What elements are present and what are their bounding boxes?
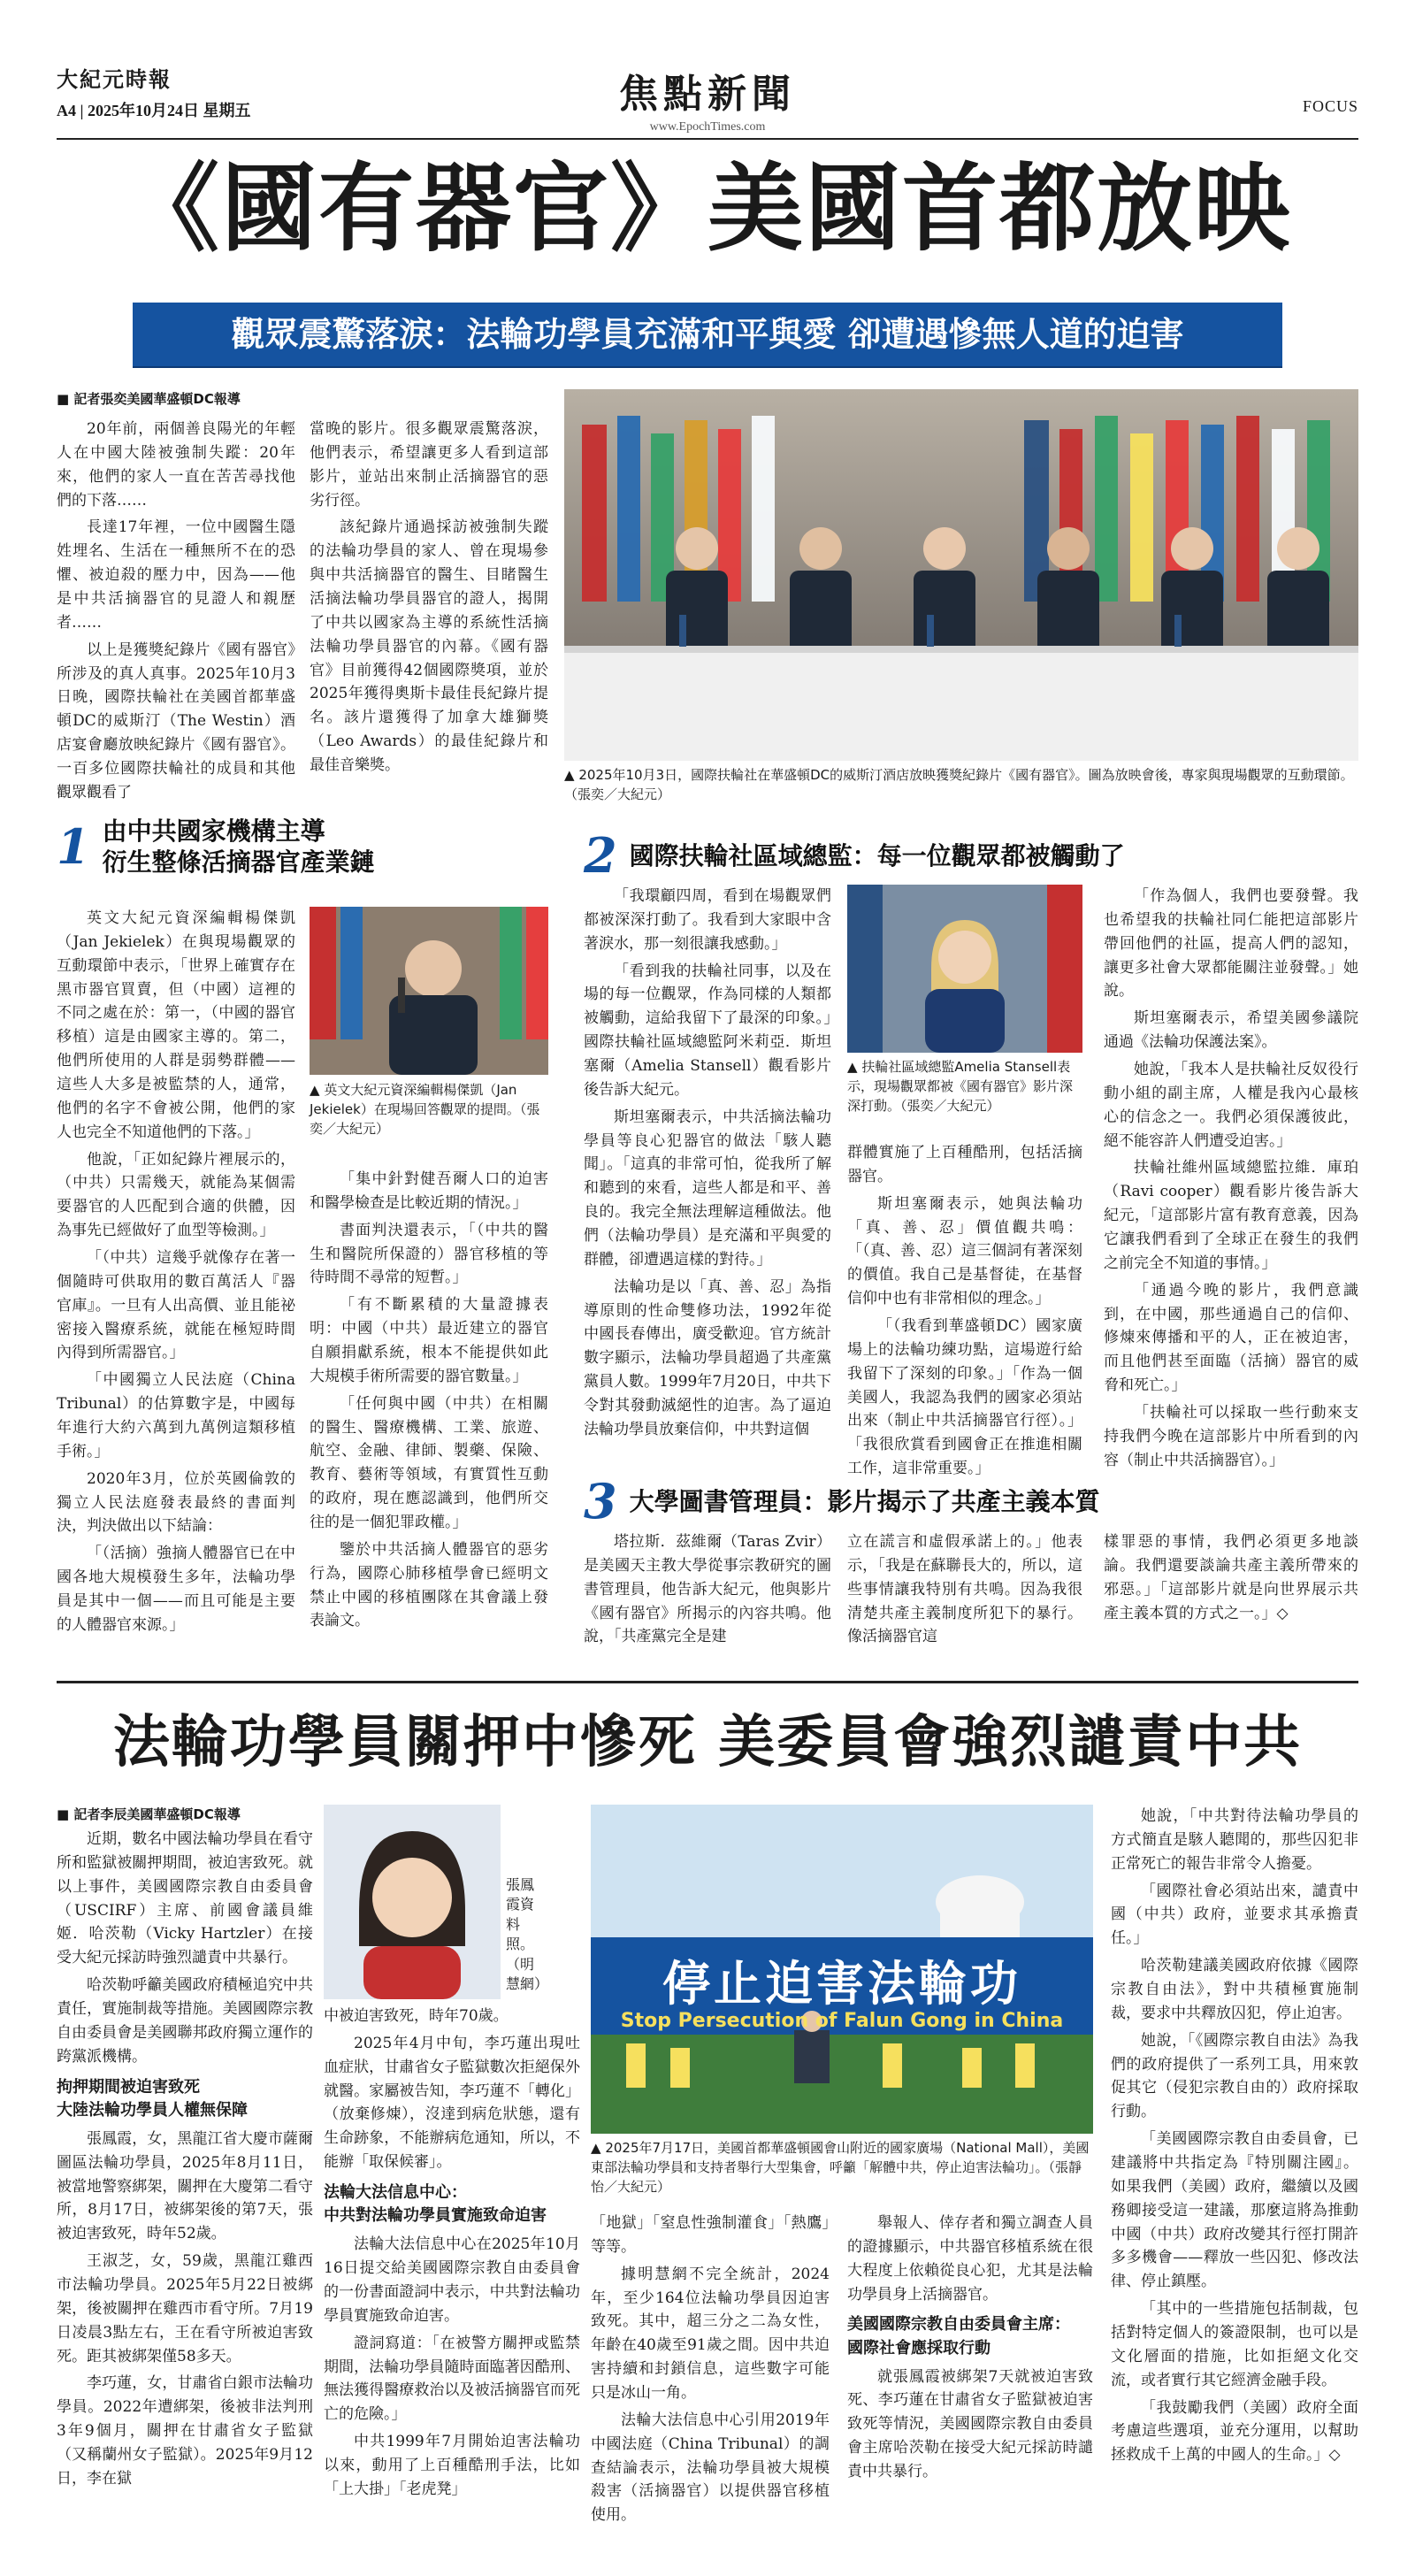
portrait-caption: 張鳳霞資料照。（明慧網） xyxy=(506,1876,549,1992)
paragraph: 以上是獲獎紀錄片《國有器官》所涉及的真人真事。2025年10月3日晚，國際扶輪社在美國首都華盛頓DC的威斯汀（The Westin）酒店宴會廳放映紀錄片《國有器官》。一百多位國際扶輪社的成員和其他觀眾觀看了 xyxy=(57,640,295,801)
paragraph: 「扶輪社可以採取一些行動來支持我們今晚在這部影片中所看到的內容（制止中共活摘器官）。」 xyxy=(1104,1404,1358,1469)
paragraph: 張鳳霞，女，黑龍江省大慶市薩爾圖區法輪功學員，2025年8月11日，被當地警察綁架，關押在大慶第二看守所，8月17日，被綁架後的第7天，張被迫害致死，時年52歲。 xyxy=(57,2129,313,2243)
paragraph: 該紀錄片通過採訪被強制失蹤的法輪功學員的家人、曾在現場參與中共活摘器官的醫生、目睹醫生活摘法輪功學員器官的證人，揭開了中共以國家為主導的系統性活摘法輪功學員器官的內幕。《國有器官》目前獲得42個國際獎項，並於2025年獲得奧斯卡最佳長紀錄片提名。該片還獲得了加拿大雄獅獎（Leo Awards）的最佳紀錄片和最佳音樂獎。 xyxy=(310,518,548,775)
paragraph: 群體實施了上百種酷刑，包括活摘器官。 xyxy=(847,1144,1082,1185)
subheading-line: 拘押期間被迫害致死 xyxy=(57,2077,200,2097)
section-3-heading xyxy=(584,1473,1100,1530)
section-title: 國際扶輪社區域總監：每一位觀眾都被觸動了 xyxy=(629,840,1125,870)
rally-photo xyxy=(591,1805,1093,2134)
paragraph: 「國際社會必須站出來，譴責中國（中共）政府，並要求其承擔責任。」 xyxy=(1111,1882,1358,1948)
subheading xyxy=(847,2313,1093,2359)
paragraph: 「我鼓勵我們（美國）政府全面考慮這些選項，並充分運用，以幫助拯救成千上萬的中國人的生命。」◇ xyxy=(1111,2398,1358,2465)
section-2-column-2 xyxy=(847,1141,1082,1484)
paragraph: 中共1999年7月開始迫害法輪功以來，動用了上百種酷刑手法，比如「上大掛」「老虎凳」 xyxy=(324,2433,580,2498)
paragraph: 樣罪惡的事情，我們必須更多地談論。我們還要談論共產主義所帶來的邪惡。」「這部影片就是向世界展示共產主義本質的方式之一。」◇ xyxy=(1104,1533,1358,1622)
paragraph: 她說，「中共對待法輪功學員的方式簡直是駭人聽聞的，那些囚犯非正常死亡的報告非常令人擔憂。 xyxy=(1111,1807,1358,1873)
issue-date: A4 | 2025年10月24日 星期五 xyxy=(57,102,251,119)
paragraph: 斯坦塞爾表示，她與法輪功「真、善、忍」價值觀共鳴：「（真、善、忍）這三個詞有著深刻的價值。我自己是基督徒，在基督信仰中也有非常相似的理念。」 xyxy=(847,1194,1082,1308)
section-1-column-1 xyxy=(57,907,295,1641)
paragraph: 「看到我的扶輪社同事，以及在場的每一位觀眾，作為同樣的人類都被觸動，這給我留下了最深的印象。」國際扶輪社區域總監阿米莉亞．斯坦塞爾（Amelia Stansell）觀看影片後告訴大紀元。 xyxy=(584,962,831,1099)
paragraph: 她說，「《國際宗教自由法》為我們的政府提供了一系列工具，用來敦促其它（侵犯宗教自由的）政府採取行動。 xyxy=(1111,2031,1358,2121)
subheading-line: 中共對法輪功學員實施致命迫害 xyxy=(324,2206,547,2226)
section-title xyxy=(103,816,375,878)
subheading xyxy=(57,2076,313,2122)
paragraph: 「有不斷累積的大量證據表明：中國（中共）最近建立的器官自願捐獻系統，根本不能提供如此大規模手術所需要的器官數量。」 xyxy=(310,1296,548,1385)
portrait-illustration xyxy=(324,1805,501,1999)
stansell-photo xyxy=(847,885,1082,1053)
paragraph: 英文大紀元資深編輯楊傑凱（Jan Jekielek）在與現場觀眾的互動環節中表示，「世界上確實存在黑市器官買賣，但（中國）這裡的不同之處在於：第一，（中國的器官移植）這是由國家主導的。第二，他們所使用的人群是弱勢群體——這些人大多是被監禁的人，通常，他們的名字不會被公開，他們的家人也完全不知道他們的下落。」 xyxy=(57,909,295,1141)
paragraph: 法輪大法信息中心在2025年10月16日提交給美國國際宗教自由委員會的一份書面證詞中表示，中共對法輪功學員實施致命迫害。 xyxy=(324,2235,580,2325)
section-title: 焦點新聞 xyxy=(619,72,796,117)
paragraph: 當晚的影片。很多觀眾震驚落淚，他們表示，希望讓更多人看到這部影片，並站出來制止活摘器官的惡劣行徑。 xyxy=(310,420,548,510)
paragraph: 「地獄」「窒息性強制灌食」「熱鷹」等等。 xyxy=(591,2214,830,2256)
second-headline: 法輪功學員關押中慘死 美委員會強烈譴責中共 xyxy=(112,1710,1303,1775)
paragraph: 哈茨勒呼籲美國政府積極追究中共責任，實施制裁等措施。美國國際宗教自由委員會是美國聯邦政府獨立運作的跨黨派機構。 xyxy=(57,1976,313,2066)
panel-photo-caption: ▲ 2025年10月3日，國際扶輪社在華盛頓DC的威斯汀酒店放映獲獎紀錄片《國有器官》。圖為放映會後，專家與現場觀眾的互動環節。（張奕／大紀元） xyxy=(564,766,1358,805)
paragraph: 立在謊言和虛假承諾上的。」他表示，「我是在蘇聯長大的，所以，這些事情讓我特別有共鳴。因為我很清楚共產主義制度所犯下的暴行。像活摘器官這 xyxy=(847,1533,1082,1646)
intro-column-2 xyxy=(310,418,548,781)
section-1-heading xyxy=(57,816,375,878)
paragraph: 20年前，兩個善良陽光的年輕人在中國大陸被強制失蹤：20年來，他們的家人一直在苦苦尋找他們的下落…… xyxy=(57,420,295,510)
story2-column-1 xyxy=(57,1828,313,2495)
story2-column-4 xyxy=(847,2212,1093,2488)
section-3-column-2 xyxy=(847,1530,1082,1652)
jekielek-photo xyxy=(310,907,548,1075)
paragraph: 據明慧網不完全統計，2024年，至少164位法輪功學員因迫害致死。其中，超三分之二為女性，年齡在40歲至91歲之間。因中共迫害持續和封鎖信息，這些數字可能只是冰山一角。 xyxy=(591,2265,830,2403)
paragraph: 近期，數名中國法輪功學員在看守所和監獄被關押期間，被迫害致死。就以上事件，美國國際宗教自由委員會（USCIRF）主席、前國會議員維姬．哈茨勒（Vicky Hartzler）在接受大紀元採訪時強烈譴責中共暴行。 xyxy=(57,1830,313,1967)
section-title-line: 衍生整條活摘器官產業鏈 xyxy=(102,847,375,877)
paragraph: 法輪大法信息中心引用2019年中國法庭（China Tribunal）的調查結論表示，法輪功學員被大規模殺害（活摘器官）以提供器官移植使用。 xyxy=(591,2411,830,2525)
rally-photo-caption: ▲ 2025年7月17日，美國首都華盛頓國會山附近的國家廣場（National Mall），美國東部法輪功學員和支持者舉行大型集會，呼籲「解體中共，停止迫害法輪功」。（張靜怡／大紀元） xyxy=(591,2139,1093,2196)
paragraph: 「作為個人，我們也要發聲。我也希望我的扶輪社同仁能把這部影片帶回他們的社區，提高人們的認知，讓更多社會大眾都能關注並發聲。」她說。 xyxy=(1104,887,1358,1000)
section-number: 3 xyxy=(584,1473,617,1530)
story-divider xyxy=(57,1681,1358,1683)
banner-text-english: Stop Persecution of Falun Gong in China xyxy=(620,2010,1064,2032)
section-label: FOCUS xyxy=(1302,97,1358,115)
paragraph: 他說，「正如紀錄片裡展示的，（中共）只需幾天，就能為某個需要器官的人匹配到合適的供體，因為事先已經做好了血型等檢測。」 xyxy=(57,1150,295,1240)
section-1-column-2 xyxy=(310,1168,548,1637)
main-headline: 《國有器官》美國首都放映 xyxy=(123,154,1291,264)
paragraph: 哈茨勒建議美國政府依據《國際宗教自由法》，對中共積極實施制裁，要求中共釋放囚犯，停止迫害。 xyxy=(1111,1957,1358,2022)
section-title: 大學圖書管理員：影片揭示了共產主義本質 xyxy=(629,1486,1100,1516)
portrait-photo xyxy=(324,1805,501,1999)
subheading xyxy=(324,2181,580,2227)
stansell-photo-caption: ▲ 扶輪社區域總監Amelia Stansell表示，現場觀眾都被《國有器官》影片深深打動。（張奕／大紀元） xyxy=(847,1058,1082,1116)
byline: ■ 記者李辰美國華盛頓DC報導 xyxy=(57,1805,241,1823)
paragraph: 李巧蓮，女，甘肅省白銀市法輪功學員。2022年遭綁架，後被非法判刑3年9個月，關押在甘肅省女子監獄（又稱蘭州女子監獄）。2025年9月12日，李在獄 xyxy=(57,2374,313,2488)
section-number: 1 xyxy=(57,818,90,875)
byline: ■ 記者張奕美國華盛頓DC報導 xyxy=(57,389,241,408)
section-2-column-3 xyxy=(1104,885,1358,1476)
subheading-line: 大陸法輪功學員人權無保障 xyxy=(57,2100,248,2120)
subheading-line: 美國國際宗教自由委員會主席： xyxy=(847,2315,1070,2334)
paragraph: 斯坦塞爾表示，中共活摘法輪功學員等良心犯器官的做法「駭人聽聞」。「這真的非常可怕，從我所了解和聽到的來看，這些人都是和平、善良的。我完全無法理解這種做法。他們（法輪功學員）是充滿和平與愛的群體，卻遭遇這樣的對待。」 xyxy=(584,1108,831,1269)
section-2-heading xyxy=(584,827,1125,884)
story2-column-3 xyxy=(591,2212,830,2531)
paragraph: 扶輪社維州區域總監拉維．庫珀（Ravi cooper）觀看影片後告訴大紀元，「這部影片富有教育意義，因為它讓我們看到了全球正在發生的我們之前完全不知道的事情。」 xyxy=(1104,1159,1358,1272)
paragraph: 「我環顧四周，看到在場觀眾們都被深深打動了。我看到大家眼中含著淚水，那一刻很讓我感動。」 xyxy=(584,887,831,953)
story2-column-2 xyxy=(324,2005,580,2505)
paragraph: 「中國獨立人民法庭（China Tribunal）的估算數字是，中國每年進行大約六萬到九萬例這類移植手術。」 xyxy=(57,1371,295,1460)
panel-photo-illustration xyxy=(564,389,1358,761)
site-url[interactable]: www.EpochTimes.com xyxy=(649,120,766,134)
paragraph: 「集中針對健吾爾人口的迫害和醫學檢查是比較近期的情況。」 xyxy=(310,1170,548,1212)
paragraph: 她說，「我本人是扶輪社反奴役行動小組的副主席，人權是我內心最核心的信念之一。我們必須保護彼此，絕不能容許人們遭受迫害。」 xyxy=(1104,1061,1358,1150)
section-title-line: 由中共國家機構主導 xyxy=(102,816,325,846)
jekielek-photo-caption: ▲ 英文大紀元資深編輯楊傑凱（Jan Jekielek）在現場回答觀眾的提問。（張奕／大紀元） xyxy=(310,1081,548,1138)
banner-text-chinese: 停止迫害法輪功 xyxy=(662,1956,1021,2012)
subheading-line: 國際社會應採取行動 xyxy=(847,2338,990,2358)
paragraph: 就張鳳霞被綁架7天就被迫害致死、李巧蓮在甘肅省女子監獄被迫害致死等情況，美國國際宗教自由委員會主席哈茨勒在接受大紀元採訪時譴責中共暴行。 xyxy=(847,2367,1093,2481)
paragraph: 塔拉斯．茲維爾（Taras Zvir）是美國天主教大學從事宗教研究的圖書管理員，他告訴大紀元，他與影片《國有器官》所揭示的內容共鳴。他說，「共產黨完全是建 xyxy=(584,1533,831,1646)
paragraph: 2025年4月中旬，李巧蓮出現吐血症狀，甘肅省女子監獄數次拒絕保外就醫。家屬被告知，李巧蓮不「轉化」（放棄修煉），沒達到病危狀態，還有生命跡象，不能辦病危通知，所以，不能辦「取保候審」。 xyxy=(324,2034,580,2172)
paragraph: 「（活摘）強摘人體器官已在中國各地大規模發生多年，法輪功學員是其中一個——而且可能是主要的人體器官來源。」 xyxy=(57,1545,295,1634)
paragraph: 「通過今晚的影片，我們意識到，在中國，那些通過自己的信仰、修煉來傳播和平的人，正在被迫害，而且他們甚至面臨（活摘）器官的威脅和死亡。」 xyxy=(1104,1281,1358,1395)
paragraph: 「美國國際宗教自由委員會，已建議將中共指定為『特別關注國』。如果我們（美國）政府，繼續以及國務卿接受這一建議，那麼這將為推動中國（中共）政府改變其行徑打開許多多機會——釋放一些囚犯、修改法律、停止鎮壓。 xyxy=(1111,2130,1358,2291)
paragraph: 法輪功是以「真、善、忍」為指導原則的性命雙修功法，1992年從中國長春傳出，廣受歡迎。官方統計數字顯示，法輪功學員超過了共產黨黨員人數。1999年7月20日，中共下令對其發動滅絕性的迫害。為了逼迫法輪功學員放棄信仰，中共對這個 xyxy=(584,1277,831,1438)
paragraph: 「任何與中國（中共）在相關的醫生、醫療機構、工業、旅遊、航空、金融、律師、製藥、保險、教育、藝術等領域，有實質性互動的政府，現在應認識到，他們所交往的是一個犯罪政權。」 xyxy=(310,1394,548,1532)
story2-column-5 xyxy=(1111,1805,1358,2471)
paragraph: 斯坦塞爾表示，希望美國參議院通過《法輪功保護法案》。 xyxy=(1104,1009,1358,1052)
speaker-photo-illustration xyxy=(310,907,548,1075)
newspaper-logo: 大紀元時報 xyxy=(57,66,172,92)
paragraph: 長達17年裡，一位中國醫生隱姓埋名、生活在一種無所不在的恐懼、被迫殺的壓力中，因為——他是中共活摘器官的見證人和親歷者…… xyxy=(57,518,295,632)
paragraph: 舉報人、倖存者和獨立調查人員的證據顯示，中共器官移植系統在很大程度上依賴從良心犯，尤其是法輪功學員身上活摘器官。 xyxy=(847,2214,1093,2304)
paragraph: 鑒於中共活摘人體器官的惡劣行為，國際心肺移植學會已經明文禁止中國的移植團隊在其會議上發表論文。 xyxy=(310,1540,548,1630)
paragraph: 書面判決還表示，「（中共的醫生和醫院所保證的）器官移植的等待時間不尋常的短暫。」 xyxy=(310,1221,548,1287)
paragraph: 中被迫害致死，時年70歲。 xyxy=(324,2007,509,2025)
masthead xyxy=(57,62,1358,133)
paragraph: 王淑芝，女，59歲，黑龍江雞西市法輪功學員。2025年5月22日被綁架，後被關押在雞西市看守所。7月19日凌晨3點左右，王在看守所被迫害致死。距其被綁架僅58多天。 xyxy=(57,2252,313,2365)
paragraph: 「（中共）這幾乎就像存在著一個隨時可供取用的數百萬活人『器官庫』。一旦有人出高價、並且能祕密接入醫療系統，就能在極短時間內得到所需器官。」 xyxy=(57,1249,295,1362)
masthead-center xyxy=(57,62,1358,134)
paragraph: 「其中的一些措施包括制裁，包括對特定個人的簽證限制，也可以是文化層面的措施，比如拒絕文化交流，或者實行其它經濟金融手段。 xyxy=(1111,2300,1358,2389)
panel-discussion-photo xyxy=(564,389,1358,761)
subheading-line: 法輪大法信息中心： xyxy=(324,2183,467,2203)
section-3-column-3 xyxy=(1104,1530,1358,1629)
section-number: 2 xyxy=(584,827,617,884)
paragraph: 2020年3月，位於英國倫敦的獨立人民法庭發表最終的書面判決，判決做出以下結論： xyxy=(57,1469,295,1536)
paragraph: 「（我看到華盛頓DC）國家廣場上的法輪功練功點，這場遊行給我留下了深刻的印象。」「作為一個美國人，我認為我們的國家必須站出來（制止中共活摘器官行徑）。」「我很欣賞看到國會正在推進相關工作，這非常重要。」 xyxy=(847,1317,1082,1478)
section-3-column-1 xyxy=(584,1530,831,1652)
intro-column-1 xyxy=(57,418,295,809)
speaker-photo-illustration xyxy=(847,885,1082,1053)
paragraph: 證詞寫道：「在被警方關押或監禁期間，法輪功學員隨時面臨著因酷刑、無法獲得醫療救治以及被活摘器官而死亡的危險。」 xyxy=(324,2334,580,2424)
section-2-column-1 xyxy=(584,885,831,1445)
masthead-rule xyxy=(57,138,1358,140)
subheadline-banner: 觀眾震驚落淚：法輪功學員充滿和平與愛 卻遭遇慘無人道的迫害 xyxy=(133,303,1282,366)
